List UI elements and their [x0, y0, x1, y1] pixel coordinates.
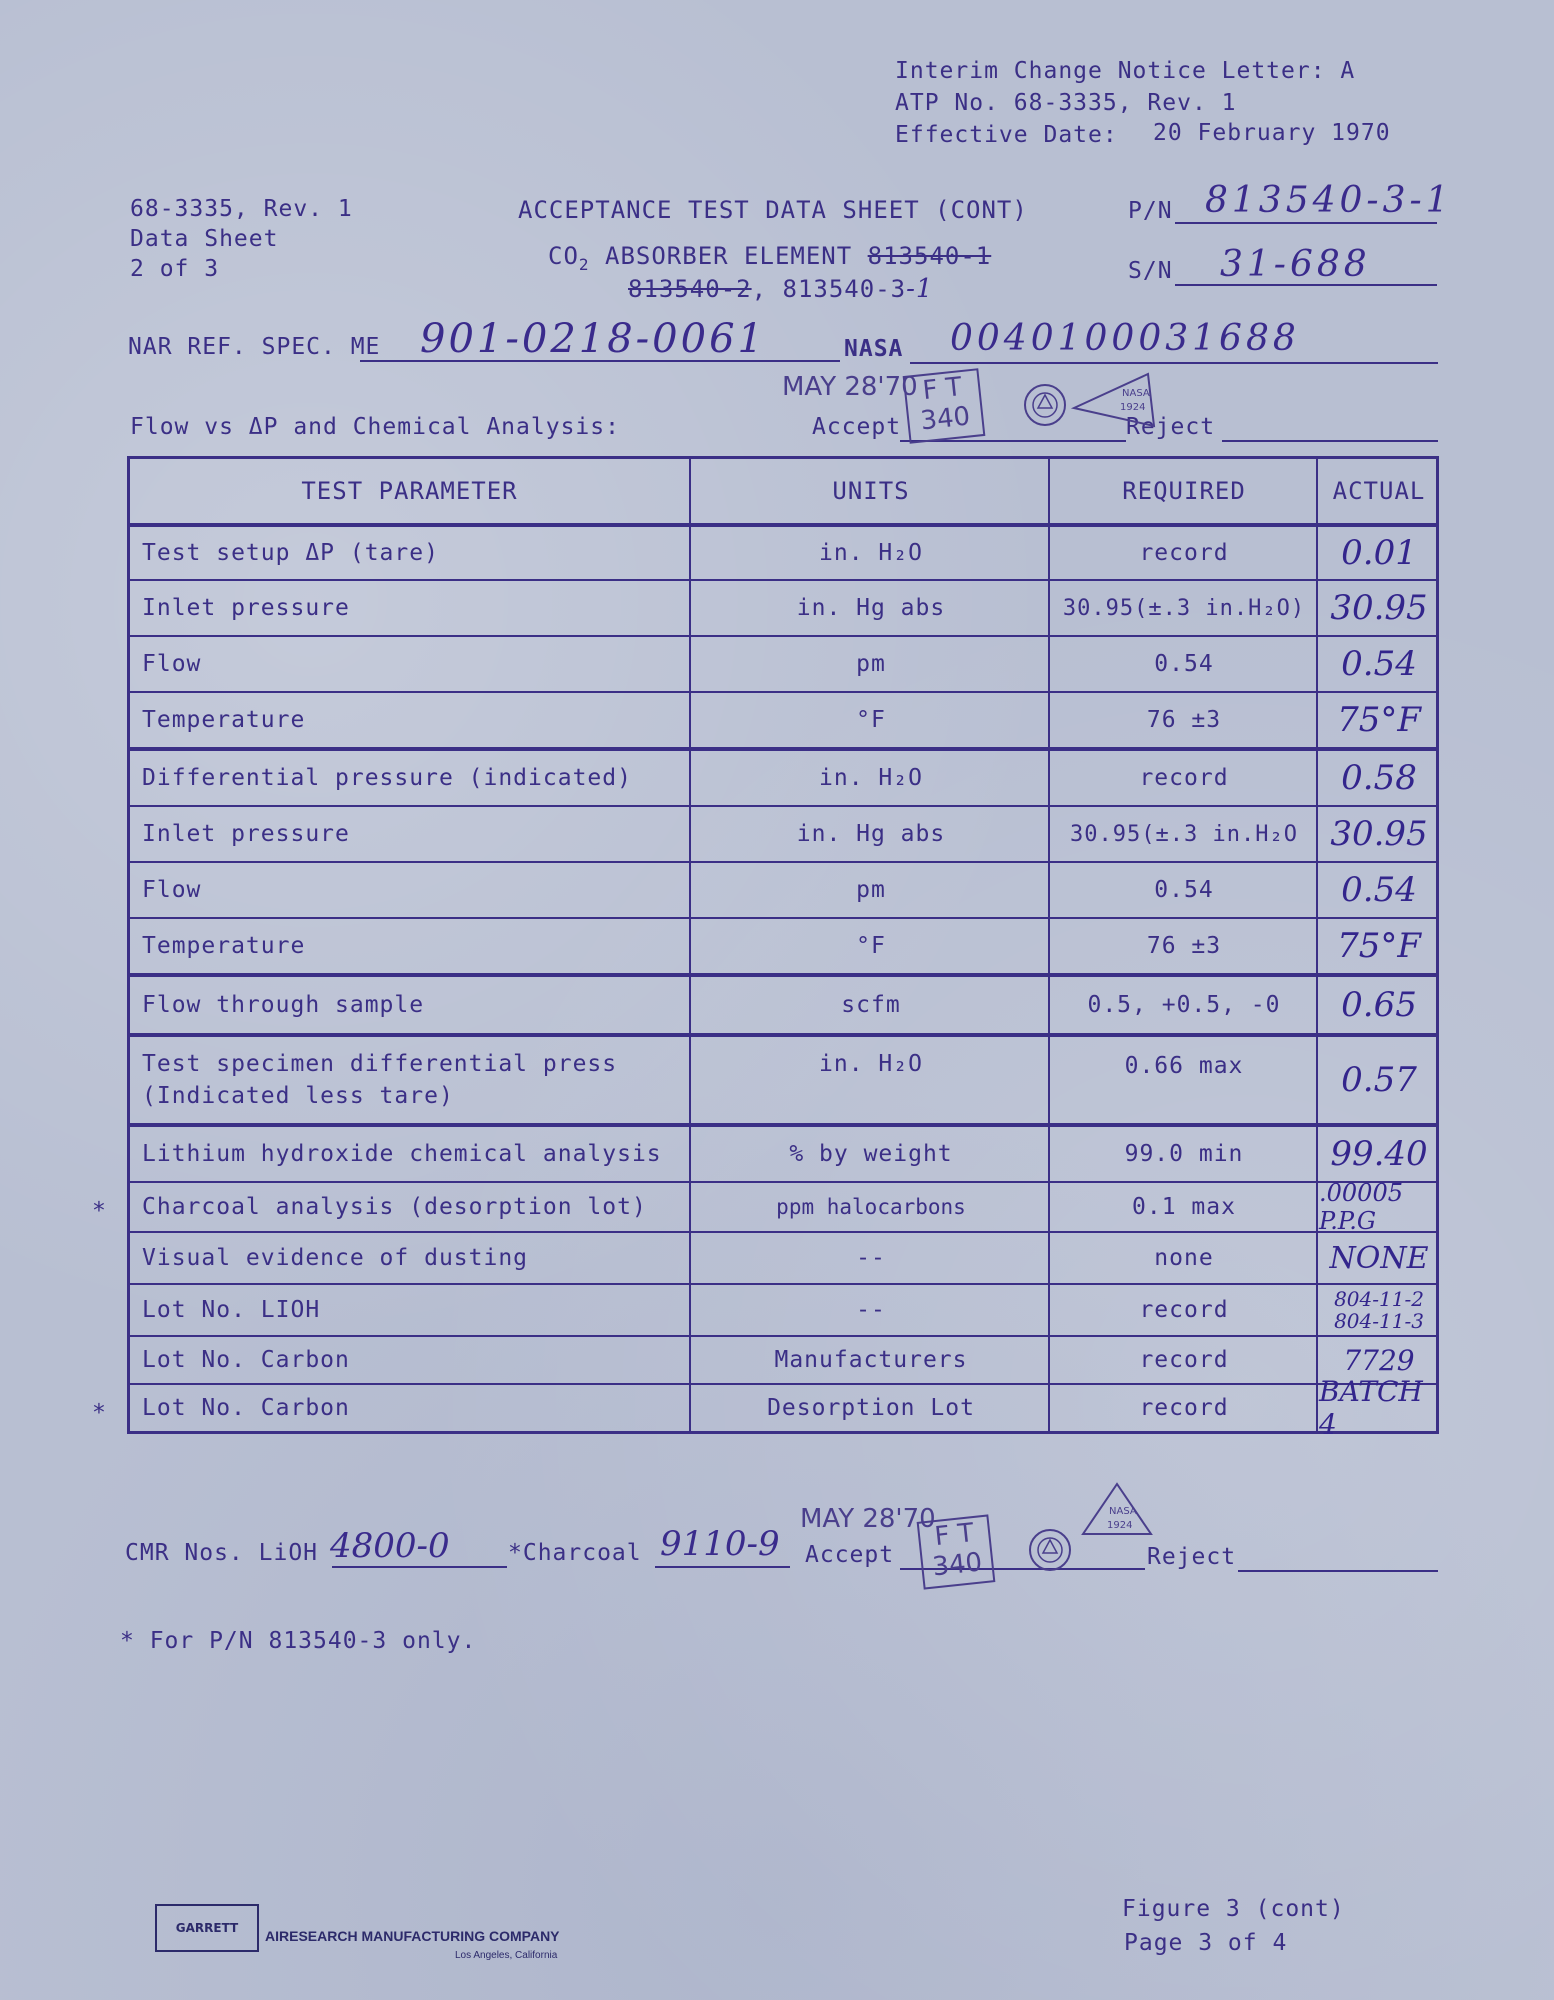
nasa-triangle-number: 1924 — [1120, 402, 1146, 413]
sheet-of: 2 of 3 — [130, 256, 220, 282]
header-units: UNITS — [832, 477, 910, 505]
param-cell: Lot No. Carbon — [142, 1395, 350, 1421]
actual-cell: 0.57 — [1341, 1060, 1417, 1100]
asterisk-marker: * — [92, 1400, 107, 1426]
units-cell: ppm halocarbons — [776, 1195, 966, 1219]
table-row — [130, 1283, 1436, 1335]
table-row — [130, 861, 1436, 917]
actual-cell — [1319, 1285, 1439, 1335]
units-cell: in. H₂O — [819, 540, 923, 566]
required-cell: 76 ±3 — [1146, 933, 1222, 959]
param-cell: Inlet pressure — [142, 595, 350, 621]
actual-cell: 0.58 — [1341, 758, 1417, 798]
cmr-reject-label: Reject — [1147, 1544, 1237, 1570]
subtitle-handwritten: -1 — [906, 274, 934, 304]
required-cell: 0.54 — [1154, 651, 1214, 677]
table-row — [130, 1123, 1436, 1181]
units-cell: scfm — [841, 992, 901, 1018]
test-data-table — [127, 456, 1439, 1441]
cmr-lioh-underline — [332, 1566, 507, 1568]
garrett-logo — [155, 1904, 259, 1952]
icn-line: Interim Change Notice Letter: A — [895, 58, 1356, 84]
units-cell: °F — [856, 707, 886, 733]
table-row — [130, 1335, 1436, 1383]
subtitle-subscript: 2 — [578, 254, 590, 274]
units-cell: -- — [856, 1297, 886, 1323]
actual-cell: 75°F — [1337, 926, 1421, 966]
nasa-label: NASA — [844, 336, 904, 362]
actual-cell: 30.95 — [1330, 814, 1428, 854]
sn-label: S/N — [1128, 258, 1173, 284]
sn-value: 31-688 — [1220, 244, 1371, 285]
table-header-row — [130, 459, 1436, 523]
nar-spec-value: 901-0218-0061 — [420, 316, 766, 362]
subtitle-struck-part-2: 813540-2 — [628, 275, 752, 303]
param-cell: Differential pressure (indicated) — [142, 765, 632, 791]
actual-cell: 7729 — [1343, 1343, 1415, 1377]
actual-cell: BATCH 4 — [1319, 1375, 1423, 1441]
required-cell: 0.66 max — [1124, 1053, 1244, 1079]
actual-cell: NONE — [1329, 1240, 1429, 1276]
page-number: Page 3 of 4 — [1124, 1930, 1288, 1956]
param-cell: Temperature — [142, 707, 306, 733]
param-cell: Flow — [142, 877, 202, 903]
footnote: * For P/N 813540-3 only. — [120, 1628, 477, 1654]
doc-number: 68-3335, Rev. 1 — [130, 196, 353, 222]
company-city: Los Angeles, California — [455, 1950, 558, 1961]
nar-spec-label: NAR REF. SPEC. ME — [128, 334, 381, 360]
units-cell: % by weight — [789, 1141, 953, 1167]
units-cell: in. H₂O — [819, 765, 923, 791]
subtitle-line2-rest: , 813540-3 — [751, 275, 907, 303]
atp-line: ATP No. 68-3335, Rev. 1 — [895, 90, 1237, 116]
cmr-nasa-triangle-number: 1924 — [1107, 1520, 1133, 1531]
pn-value: 813540-3-1 — [1205, 180, 1453, 221]
data-sheet-label: Data Sheet — [130, 226, 279, 252]
param-line-2: (Indicated less tare) — [142, 1083, 454, 1109]
page-title: ACCEPTANCE TEST DATA SHEET (CONT) — [518, 196, 1028, 224]
stamp-number: 340 — [919, 401, 972, 437]
inspection-stamp-date: MAY 28'70 — [782, 372, 918, 402]
required-cell: record — [1139, 1395, 1229, 1421]
cmr-seal-icon — [1025, 1525, 1075, 1575]
param-cell: Temperature — [142, 933, 306, 959]
table-row — [130, 1033, 1436, 1123]
header-test-parameter: TEST PARAMETER — [301, 477, 518, 505]
cmr-reject-underline — [1238, 1570, 1438, 1572]
effective-date: 20 February 1970 — [1153, 120, 1391, 146]
header-required: REQUIRED — [1122, 477, 1246, 505]
units-cell: in. H₂O — [819, 1051, 923, 1077]
stamp-number: 340 — [931, 1547, 984, 1583]
units-cell: -- — [856, 1245, 886, 1271]
units-cell: °F — [856, 933, 886, 959]
subtitle-rest: ABSORBER ELEMENT — [589, 242, 868, 270]
actual-cell: 0.54 — [1341, 644, 1417, 684]
stamp-ft: F T — [921, 372, 964, 407]
nasa-value: 0040100031688 — [950, 318, 1300, 359]
table-row — [130, 747, 1436, 805]
actual-cell: .00005 P.P.G — [1319, 1179, 1403, 1235]
table-row — [130, 917, 1436, 973]
param-line-1: Test specimen differential press — [142, 1051, 618, 1077]
stamp-ft: F T — [933, 1518, 976, 1553]
required-cell: record — [1139, 540, 1229, 566]
table-row — [130, 805, 1436, 861]
required-cell: none — [1154, 1245, 1214, 1271]
cmr-nasa-triangle-icon — [1075, 1478, 1157, 1540]
nasa-triangle-stamp-icon — [1068, 368, 1160, 430]
actual-cell: 0.54 — [1341, 870, 1417, 910]
nasa-triangle-label: NASA — [1122, 388, 1150, 399]
param-cell: Flow through sample — [142, 992, 425, 1018]
required-cell: record — [1139, 1347, 1229, 1373]
inspection-seal-icon — [1020, 380, 1070, 430]
header-actual: ACTUAL — [1332, 477, 1426, 505]
subtitle-prefix: CO — [548, 242, 579, 270]
units-cell: in. Hg abs — [796, 821, 946, 847]
asterisk-marker: * — [92, 1198, 107, 1224]
cmr-label: CMR Nos. LiOH — [125, 1540, 319, 1566]
table-row — [130, 1231, 1436, 1283]
cmr-nasa-triangle-label: NASA — [1109, 1506, 1137, 1517]
accept-label: Accept — [812, 414, 902, 440]
flow-analysis-label: Flow vs ΔP and Chemical Analysis: — [130, 414, 620, 440]
garrett-logo-text: GARRETT — [175, 1921, 239, 1935]
nasa-underline — [910, 362, 1438, 364]
required-cell: 30.95(±.3 in.H₂O) — [1062, 595, 1306, 621]
cmr-charcoal-value: 9110-9 — [660, 1524, 780, 1564]
required-cell: 99.0 min — [1124, 1141, 1244, 1167]
actual-line-1: 804-11-2 — [1334, 1287, 1424, 1311]
units-cell: Desorption Lot — [767, 1395, 975, 1421]
subtitle — [548, 242, 991, 274]
table-row — [130, 973, 1436, 1033]
pn-underline — [1175, 222, 1437, 224]
required-cell: 0.54 — [1154, 877, 1214, 903]
required-cell: 0.5, +0.5, -0 — [1087, 992, 1281, 1018]
actual-cell: 99.40 — [1330, 1134, 1428, 1174]
table-row — [130, 579, 1436, 635]
cmr-inspection-stamp — [917, 1514, 996, 1589]
pn-label: P/N — [1128, 198, 1173, 224]
units-cell: in. Hg abs — [796, 595, 946, 621]
actual-line-2: 804-11-3 — [1334, 1309, 1424, 1333]
subtitle-line-2 — [628, 274, 933, 304]
param-cell: Inlet pressure — [142, 821, 350, 847]
required-cell: 0.1 max — [1132, 1194, 1236, 1220]
units-cell: Manufacturers — [774, 1347, 968, 1373]
required-cell: record — [1139, 765, 1229, 791]
subtitle-struck-part-1: 813540-1 — [867, 242, 992, 270]
param-cell: Charcoal analysis (desorption lot) — [142, 1194, 647, 1220]
table-row — [130, 1179, 1436, 1235]
table-row — [130, 691, 1436, 747]
actual-cell: 30.95 — [1330, 588, 1428, 628]
required-cell: 76 ±3 — [1146, 707, 1222, 733]
units-cell: pm — [856, 877, 886, 903]
reject-underline — [1222, 440, 1438, 442]
effective-label: Effective Date: — [895, 122, 1118, 148]
param-cell: Lithium hydroxide chemical analysis — [142, 1141, 662, 1167]
company-name: AIRESEARCH MANUFACTURING COMPANY — [265, 1928, 560, 1944]
figure-label: Figure 3 (cont) — [1122, 1896, 1345, 1922]
param-cell: Lot No. Carbon — [142, 1347, 350, 1373]
required-cell: record — [1139, 1297, 1229, 1323]
actual-cell: 0.01 — [1341, 533, 1417, 573]
actual-cell: 0.65 — [1341, 985, 1417, 1025]
cmr-charcoal-label: *Charcoal — [508, 1540, 642, 1566]
units-cell: pm — [856, 651, 886, 677]
table-row — [130, 635, 1436, 691]
required-cell: 30.95(±.3 in.H₂O — [1070, 821, 1298, 847]
cmr-stamp-date: MAY 28'70 — [800, 1504, 936, 1534]
reject-label: Reject — [1126, 414, 1216, 440]
param-cell: Flow — [142, 651, 202, 677]
inspection-stamp — [903, 368, 986, 444]
actual-cell: 75°F — [1337, 700, 1421, 740]
param-cell: Lot No. LIOH — [142, 1297, 321, 1323]
cmr-lioh-value: 4800-0 — [330, 1526, 450, 1566]
table-row — [130, 1375, 1436, 1441]
param-cell: Test setup ΔP (tare) — [142, 540, 439, 566]
cmr-accept-label: Accept — [805, 1542, 895, 1568]
cmr-charcoal-underline — [655, 1566, 790, 1568]
table-row — [130, 523, 1436, 579]
param-cell: Visual evidence of dusting — [142, 1245, 529, 1271]
